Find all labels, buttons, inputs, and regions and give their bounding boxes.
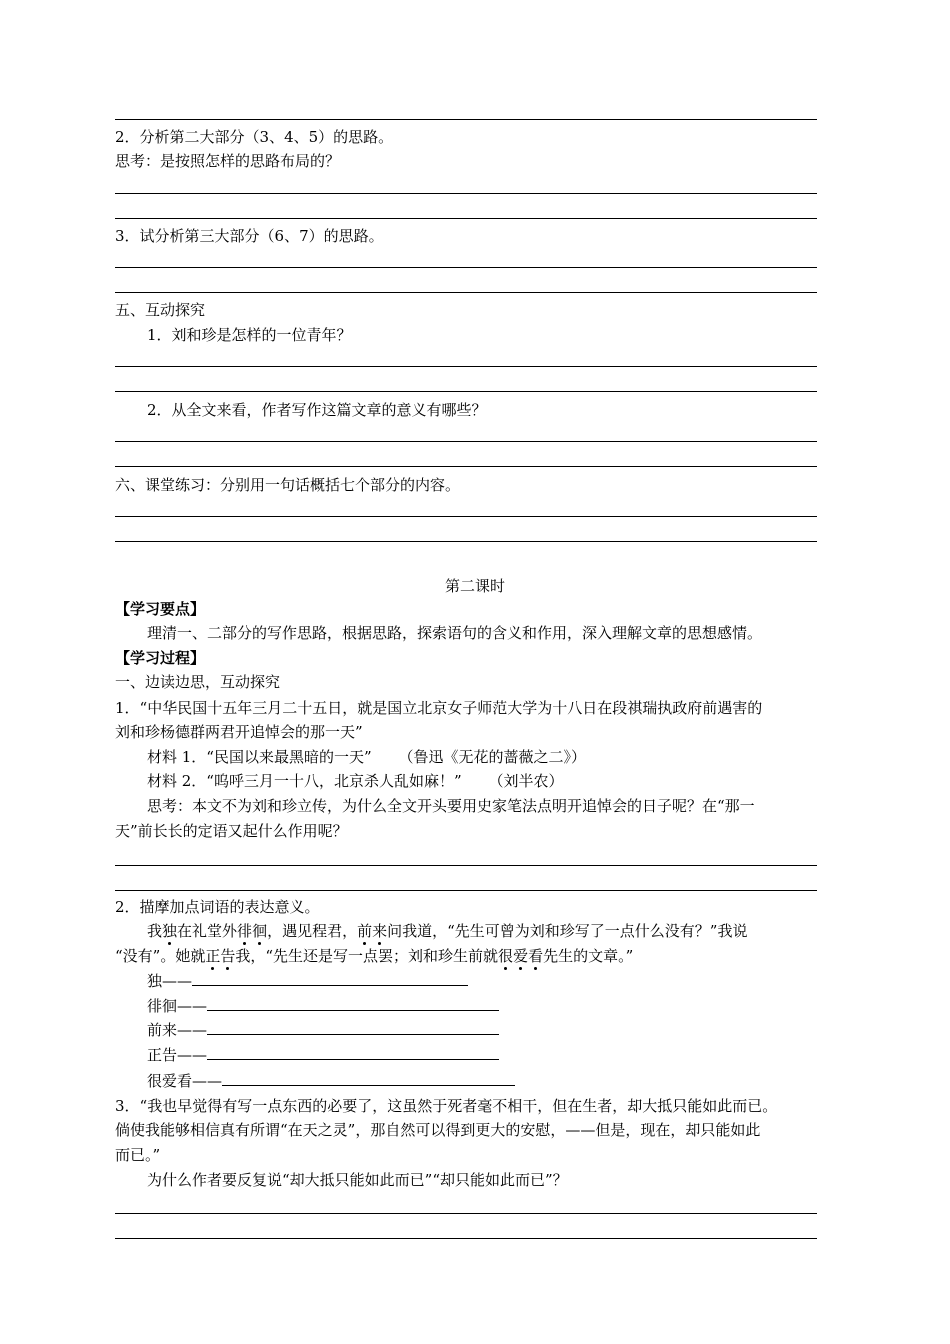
- answer-line[interactable]: [115, 865, 817, 866]
- word-answer-blank[interactable]: [207, 1045, 499, 1060]
- material-2: [147, 771, 563, 791]
- section-five-question-2: 2．从全文来看，作者写作这篇文章的意义有哪些？: [147, 401, 487, 419]
- answer-line[interactable]: [115, 466, 817, 467]
- word-row-qianlai: [147, 1020, 499, 1040]
- q3-quote-line-1: 3．“我也早觉得有写一点东西的必要了，这虽然于死者毫不相干，但在生者，却大抵只能如此而已。: [115, 1097, 778, 1115]
- answer-line[interactable]: [115, 119, 817, 120]
- lesson-title: 第二课时: [444, 577, 505, 595]
- answer-line[interactable]: [115, 218, 817, 219]
- question-3: 3．试分析第三大部分（6、7）的思路。: [115, 227, 384, 245]
- word-row-zhenggao: [147, 1045, 499, 1065]
- q1-quote-line-2: 刘和珍杨德群两君开追悼会的那一天”: [115, 723, 363, 741]
- think-line-1: 思考：本文不为刘和珍立传，为什么全文开头要用史家笔法点明开追悼会的日子呢？在“那一: [147, 797, 755, 815]
- answer-line[interactable]: [115, 441, 817, 442]
- answer-line[interactable]: [115, 292, 817, 293]
- answer-line[interactable]: [115, 541, 817, 542]
- word-row-henaikan: [147, 1071, 515, 1091]
- answer-line[interactable]: [115, 1238, 817, 1239]
- section-six-heading: 六、课堂练习：分别用一句话概括七个部分的内容。: [115, 476, 461, 494]
- material-2-source: （刘半农）: [488, 772, 564, 790]
- word-label: 前来——: [147, 1021, 208, 1039]
- q2-paragraph-line-2: “没有”。她就正告我，“先生还是写一点罢；刘和珍生前就很爱看先生的文章。”: [115, 947, 634, 965]
- word-answer-blank[interactable]: [222, 1071, 515, 1086]
- answer-line[interactable]: [115, 366, 817, 367]
- answer-line[interactable]: [115, 193, 817, 194]
- answer-line[interactable]: [115, 516, 817, 517]
- part-one-heading: 一、边读边思，互动探究: [115, 673, 281, 691]
- key-points-label: 【学习要点】: [115, 600, 206, 618]
- word-label: 独——: [147, 972, 193, 990]
- think-line-2: 天”前长长的定语又起什么作用呢？: [115, 822, 348, 840]
- answer-line[interactable]: [115, 890, 817, 891]
- material-1-source: （鲁迅《无花的蔷薇之二》）: [398, 748, 586, 766]
- process-label: 【学习过程】: [115, 649, 206, 667]
- word-label: 徘徊——: [147, 997, 208, 1015]
- section-five-heading: 五、互动探究: [115, 301, 206, 319]
- answer-line[interactable]: [115, 1213, 817, 1214]
- word-answer-blank[interactable]: [207, 1020, 499, 1035]
- word-row-du: [147, 971, 468, 991]
- key-points-text: 理清一、二部分的写作思路，根据思路，探索语句的含义和作用，深入理解文章的思想感情。: [147, 624, 763, 642]
- question-2: 2．分析第二大部分（3、4、5）的思路。: [115, 128, 394, 146]
- section-five-question-1: 1．刘和珍是怎样的一位青年？: [147, 326, 352, 344]
- q3-quote-line-3: 而已。”: [115, 1146, 161, 1164]
- word-row-paihuai: [147, 996, 499, 1016]
- answer-line[interactable]: [115, 267, 817, 268]
- word-answer-blank[interactable]: [192, 971, 468, 986]
- q1-quote-line-1: 1．“中华民国十五年三月二十五日，就是国立北京女子师范大学为十八日在段祺瑞执政府前遇害的: [115, 699, 763, 717]
- question-2-think: 思考：是按照怎样的思路布局的？: [115, 152, 341, 170]
- word-label: 很爱看——: [147, 1072, 223, 1090]
- q2-heading: 2．描摩加点词语的表达意义。: [115, 898, 320, 916]
- material-1: [147, 747, 586, 767]
- q3-quote-line-2: 倘使我能够相信真有所谓“在天之灵”，那自然可以得到更大的安慰，——但是，现在，却只能如此: [115, 1121, 761, 1139]
- q3-question: 为什么作者要反复说“却大抵只能如此而已”“却只能如此而已”？: [147, 1171, 568, 1189]
- answer-line[interactable]: [115, 391, 817, 392]
- word-label: 正告——: [147, 1046, 208, 1064]
- material-2-text: 材料 2．“呜呼三月一十八，北京杀人乱如麻！”: [147, 772, 462, 790]
- word-answer-blank[interactable]: [207, 996, 499, 1011]
- material-1-text: 材料 1．“民国以来最黑暗的一天”: [147, 748, 372, 766]
- q2-paragraph-line-1: 我独在礼堂外徘徊，遇见程君，前来问我道，“先生可曾为刘和珍写了一点什么没有？”我说: [147, 922, 748, 940]
